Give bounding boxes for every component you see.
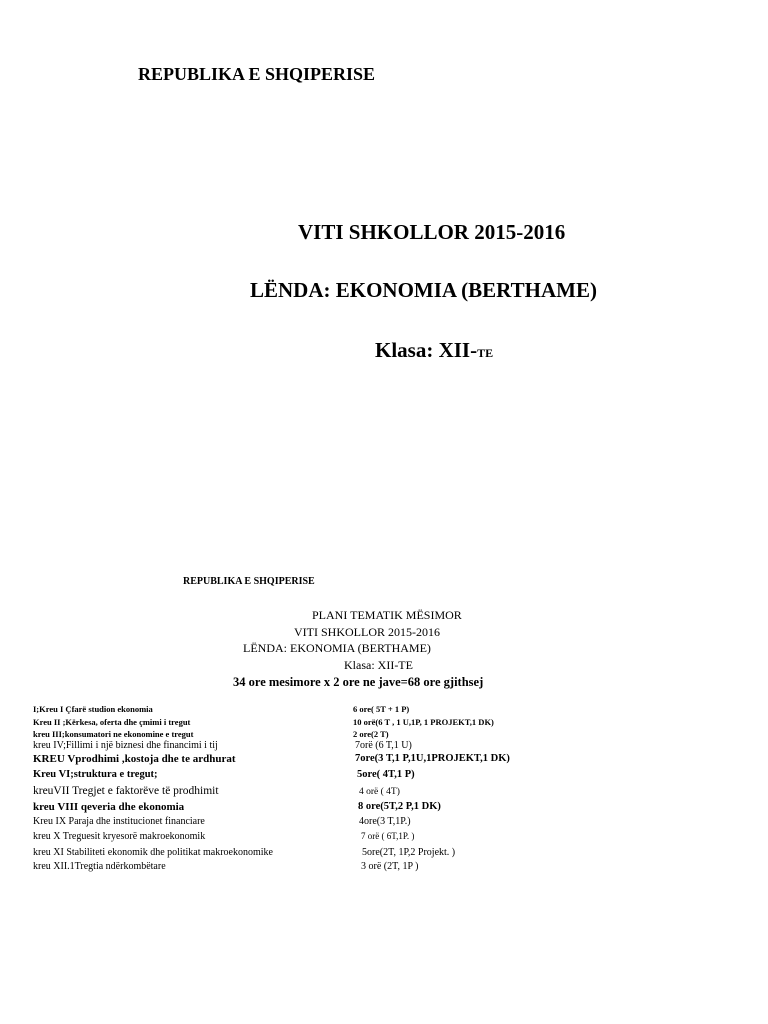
cover-country-heading: REPUBLIKA E SHQIPERISE — [138, 64, 376, 84]
plan-subject: LËNDA: EKONOMIA (BERTHAME) — [243, 641, 431, 655]
plan-hours-summary: 34 ore mesimore x 2 ore ne jave=68 ore gjithsej — [233, 675, 484, 689]
chapter-hours: 5ore( 4T,1 P) — [357, 769, 415, 780]
chapter-label: kreu XII.1Tregtia ndërkombëtare — [33, 861, 166, 872]
chapter-hours: 5ore(2T, 1P,2 Projekt. ) — [362, 847, 456, 858]
chapter-label: kreu XI Stabiliteti ekonomik dhe politikat makroekonomike — [33, 847, 273, 858]
chapter-hours: 7orë (6 T,1 U) — [355, 740, 412, 751]
chapter-hours: 7 orë ( 6T,1P. ) — [361, 831, 415, 841]
chapter-label: I;Kreu I Çfarë studion ekonomia — [33, 704, 153, 714]
plan-school-year: VITI SHKOLLOR 2015-2016 — [294, 625, 440, 639]
chapter-label: kreu III;konsumatori ne ekonomine e tregut — [33, 729, 194, 739]
chapter-label: kreuVII Tregjet e faktorëve të prodhimit — [33, 785, 219, 797]
chapter-label: Kreu IX Paraja dhe institucionet financiare — [33, 816, 205, 827]
chapter-hours: 3 orë (2T, 1P ) — [361, 861, 419, 872]
chapter-hours: 2 ore(2 T) — [353, 729, 389, 739]
chapter-hours: 10 orë(6 T , 1 U,1P, 1 PROJEKT,1 DK) — [353, 717, 494, 727]
chapter-label: kreu X Treguesit kryesorë makroekonomik — [33, 831, 206, 842]
chapter-hours: 8 ore(5T,2 P,1 DK) — [358, 801, 441, 812]
cover-school-year: VITI SHKOLLOR 2015-2016 — [298, 220, 566, 244]
chapter-label: KREU Vprodhimi ,kostoja dhe te ardhurat — [33, 753, 236, 765]
plan-title: PLANI TEMATIK MËSIMOR — [312, 608, 462, 622]
cover-subject: LËNDA: EKONOMIA (BERTHAME) — [250, 278, 597, 302]
plan-class: Klasa: XII-TE — [344, 658, 413, 672]
chapter-hours: 4ore(3 T,1P.) — [359, 816, 411, 827]
plan-country-heading: REPUBLIKA E SHQIPERISE — [183, 576, 315, 587]
cover-class-label: Klasa: XII- — [375, 338, 478, 362]
chapter-label: kreu IV;Fillimi i një biznesi dhe financimi i tij — [33, 740, 218, 751]
chapter-label: Kreu II ;Kërkesa, oferta dhe çmimi i tregut — [33, 717, 191, 727]
chapter-hours: 4 orë ( 4T) — [359, 787, 400, 797]
chapter-hours: 7ore(3 T,1 P,1U,1PROJEKT,1 DK) — [355, 753, 510, 764]
chapter-label: kreu VIII qeveria dhe ekonomia — [33, 801, 185, 813]
chapter-hours: 6 ore( 5T + 1 P) — [353, 704, 410, 714]
cover-class-suffix: TE — [477, 346, 494, 360]
chapter-label: Kreu VI;struktura e tregut; — [33, 769, 158, 780]
